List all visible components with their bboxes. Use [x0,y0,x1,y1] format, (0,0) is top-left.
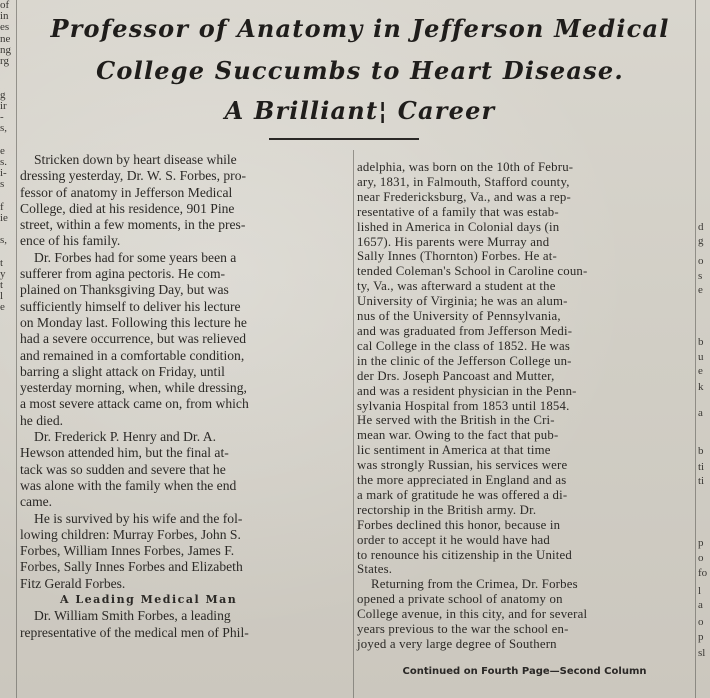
edge-fragment: y [0,267,6,280]
article-line: sylvania Hospital from 1853 until 1854. [357,398,570,413]
edge-fragment: sl [698,647,706,659]
article-line: order to accept it he would have had [357,532,551,547]
headline-divider [269,138,419,140]
article-line: der Drs. Joseph Pancoast and Mutter, [357,368,555,383]
article-line: lowing children: Murray Forbes, John S. [20,526,241,542]
edge-fragment: a [698,407,703,419]
edge-fragment: in [0,10,9,23]
article-line: Forbes, Sally Innes Forbes and Elizabeth [20,559,243,575]
article-line: ary, 1831, in Falmouth, Stafford county, [357,174,570,189]
article-line: ty, Va., was afterward a student at the [357,279,556,294]
article-line: near Fredericksburg, Va., and was a rep- [357,189,571,204]
article-line: States. [357,562,393,577]
article-line: years previous to the war the school en- [357,622,569,637]
article-line: street, within a few moments, in the pres- [20,217,246,233]
article-line: 1657). His parents were Murray and [357,234,550,249]
article-line: and was a resident physician in the Penn- [357,383,577,398]
edge-fragment: - [0,111,4,124]
article-line: lished in America in Colonial days (in [357,219,560,234]
article-line: resentative of a family that was estab- [357,204,559,219]
continued-notice: Continued on Fourth Page—Second Column [402,666,647,677]
edge-fragment: s. [0,155,8,168]
article-line: on Monday last. Following this lecture he [20,314,247,330]
edge-fragment: s, [0,234,8,247]
article-line: was strongly Russian, his services were [357,458,568,473]
edge-fragment: p [698,537,704,549]
edge-fragment: f [0,200,4,213]
edge-fragment: a [698,599,703,611]
article-line: Dr. Frederick P. Henry and Dr. A. [34,429,216,445]
article-line: dressing yesterday, Dr. W. S. Forbes, pro- [20,168,247,184]
edge-fragment: e [0,144,5,157]
article-line: Forbes, William Innes Forbes, James F. [20,543,235,559]
article-line: lic sentiment in America at that time [357,443,551,458]
edge-fragment: k [698,381,704,393]
headline-line-3: A Brilliant¦ Career [224,96,496,125]
article-line: ence of his family. [20,233,121,249]
edge-fragment: e [0,301,5,314]
edge-fragment: ne [0,32,11,45]
article-line: cal College in the class of 1852. He was [357,338,571,353]
article-line: mean war. Owing to the fact that pub- [357,428,559,443]
edge-fragment: g [0,88,6,101]
edge-fragment: t [0,256,4,269]
article-line: in the clinic of the Jefferson College un- [357,353,572,368]
edge-fragment: s, [0,122,8,135]
article-line: came. [20,494,53,510]
article-line: a mark of gratitude he was offered a di- [357,487,568,502]
article-line: Forbes declined this honor, because in [357,517,561,532]
edge-fragment: ng [0,43,11,56]
article-line: College avenue, in this city, and for several [357,607,588,622]
article-line: plained on Thanksgiving Day, but was [20,282,229,298]
edge-fragment: ir [0,99,7,112]
column-rule-middle [353,150,354,698]
article-line: Stricken down by heart disease while [34,152,237,167]
article-line: Fitz Gerald Forbes. [20,575,126,591]
edge-fragment: b [698,336,704,348]
edge-fragment: s [0,178,5,191]
article-line: tended Coleman's School in Caroline coun- [357,264,588,279]
article-line: Returning from the Crimea, Dr. Forbes [371,577,578,592]
edge-fragment: o [698,255,704,267]
article-line: he died. [20,412,64,428]
article-line: fessor of anatomy in Jefferson Medical [20,184,233,200]
edge-fragment: ti [698,475,705,487]
article-line: nus of the University of Pennsylvania, [357,309,561,324]
article-line: was alone with the family when the end [20,477,237,493]
edge-fragment: of [0,0,10,11]
article-column-right [357,160,692,652]
edge-fragment: es [0,21,10,34]
article-line: joyed a very large degree of Southern [357,637,557,651]
article-line: tack was so sudden and severe that he [20,461,226,477]
article-line: had a severe occurrence, but was relieved [20,331,247,347]
article-line: yesterday morning, when, while dressing, [20,380,247,396]
edge-fragment: ti [698,461,705,473]
edge-fragment: b [698,445,704,457]
edge-fragment: ie [0,211,8,224]
edge-fragment: t [0,279,4,292]
edge-fragment [0,190,14,201]
edge-fragment: o [698,552,704,564]
edge-fragment: fo [698,567,708,579]
article-line: opened a private school of anatomy on [357,592,563,607]
article-line: sufficiently himself to deliver his lecture [20,298,241,314]
article-line: and remained in a comfortable condition, [20,347,245,363]
article-line: He served with the British in the Cri- [357,413,555,428]
adjacent-column-left-fragment [0,0,14,698]
edge-fragment: e [698,365,703,377]
edge-fragment: l [698,585,702,597]
edge-fragment [0,134,14,145]
edge-fragment: s [698,270,703,282]
article-line: to renounce his citizenship in the United [357,547,573,562]
edge-fragment: g [698,235,704,247]
edge-fragment [0,246,14,257]
article-column-left [20,152,350,641]
edge-fragment: e [698,284,703,296]
headline-line-2: College Succumbs to Heart Disease. [96,56,624,85]
edge-fragment: u [698,351,704,363]
edge-fragment: p [698,631,704,643]
edge-fragment: d [698,221,704,233]
article-line: and was graduated from Jefferson Medi- [357,323,573,338]
article-line: University of Virginia; he was an alum- [357,294,568,309]
article-line: the more appreciated in England and as [357,473,567,488]
article-line: Dr. William Smith Forbes, a leading [34,608,231,624]
article-line: He is survived by his wife and the fol- [34,510,243,526]
article-line: representative of the medical men of Phil- [20,624,249,640]
edge-fragment [0,78,14,89]
article-line: Hewson attended him, but the final at- [20,445,229,461]
edge-fragment: rg [0,55,9,68]
headline-line-1: Professor of Anatomy in Jefferson Medical [50,14,670,43]
article-line: College, died at his residence, 901 Pine [20,200,235,216]
article-line: sufferer from agina pectoris. He com- [20,266,226,282]
article-line: Dr. Forbes had for some years been a [34,249,237,265]
article-line: rectorship in the British army. Dr. [357,502,537,517]
article-line: Sally Innes (Thornton) Forbes. He at- [357,249,558,264]
article-line: a most severe attack came on, from which [20,396,249,412]
edge-fragment: o [698,616,704,628]
edge-fragment: l [0,290,4,303]
article-line: adelphia, was born on the 10th of Febru- [357,160,574,174]
article-line: barring a slight attack on Friday, until [20,363,225,379]
article-subhead: A Leading Medical Man [60,593,238,607]
edge-fragment: i- [0,167,7,180]
